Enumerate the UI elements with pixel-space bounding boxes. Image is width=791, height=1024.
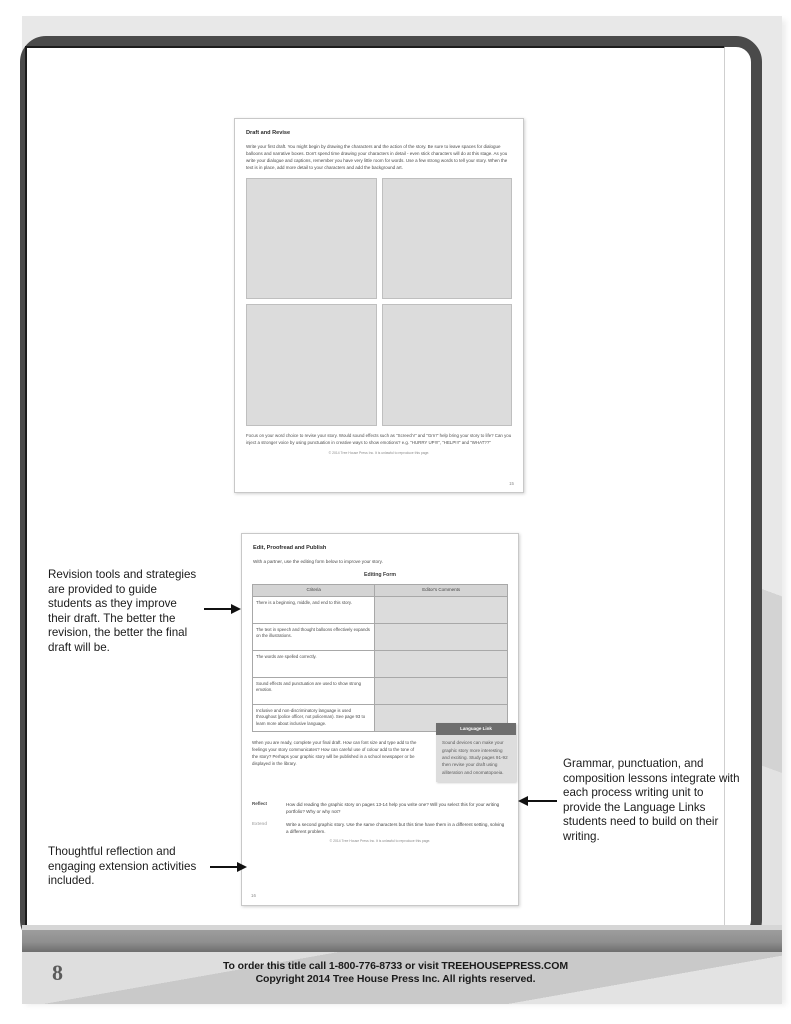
comments-cell[interactable] — [375, 677, 508, 704]
callout-grammar-lessons: Grammar, punctuation, and composition lessons integrate with each process writing unit to provide the Language Links students need to build on their writing. — [563, 757, 740, 843]
criteria-cell: There is a beginning, middle, and end to this story. — [253, 596, 375, 623]
table-header-row — [253, 585, 508, 597]
worksheet-intro-paragraph: With a partner, use the editing form below to improve your story. — [253, 559, 383, 565]
arrow-left-icon — [527, 800, 557, 802]
final-draft-section — [252, 725, 508, 795]
worksheet-page-number: 16 — [251, 892, 256, 898]
worksheet-intro-paragraph: Write your first draft. You might begin by drawing the characters and the action of the story. Be sure to leave spaces for dialogue balloons and narrative boxes. Don't spend time drawing your characters in detail - even stick characters will do at this stage. As you write your dialogue and captions, remember you have very little room for words. Use a few strong words to tell your story. When the text is in place, add more detail to your characters and add the background art. — [246, 144, 508, 171]
worksheet-title: Draft and Revise — [246, 130, 291, 136]
extend-row — [252, 821, 508, 835]
reflect-row — [252, 801, 508, 815]
footer-order-line: To order this title call 1-800-776-8733 or visit TREEHOUSEPRESS.COM — [223, 960, 568, 972]
copyright-line: © 2014 Tree House Press Inc. It is unlawful to reproduce this page. — [328, 450, 430, 455]
criteria-cell: The text in speech and thought balloons effectively expands on the illustrations. — [253, 623, 375, 650]
arrow-right-icon — [210, 866, 238, 868]
criteria-cell: Sound effects and punctuation are used to show strong emotion. — [253, 677, 375, 704]
worksheet-edit-proofread-publish — [241, 533, 519, 906]
drawing-panel[interactable] — [246, 178, 377, 300]
drawing-panel[interactable] — [246, 304, 377, 426]
reflect-text: How did reading the graphic story on pages 13-14 help you write one? Will you select this for your writing portfolio? Why or why not? — [286, 801, 500, 814]
table-row — [253, 623, 508, 650]
drawing-panel[interactable] — [382, 304, 513, 426]
revise-note: Focus on your word choice to revise your story. Would sound effects such as "Screech!" and "Grrr!" help bring your story to life? Can you inject a stronger voice by using punctuation in creative ways to show emotions? e.g. "HURRY UP!!!", "HELP!!!" and "WHAT??" — [246, 432, 512, 445]
criteria-cell: Inclusive and non-discriminatory language is used throughout (police officer, not policeman). See page 93 to learn more about inclusive language. — [253, 704, 375, 731]
drawing-panel[interactable] — [382, 178, 513, 300]
footer-band — [22, 930, 782, 952]
criteria-cell: The words are spelled correctly. — [253, 650, 375, 677]
editing-form-table — [252, 584, 508, 732]
callout-revision-tools: Revision tools and strategies are provided to guide students as they improve their draft. The better the revision, the better the final draft will be. — [48, 568, 197, 654]
language-link-heading: Language Link — [436, 723, 516, 736]
footer-copyright-line: Copyright 2014 Tree House Press Inc. All rights reserved. — [255, 973, 536, 985]
table-row — [253, 596, 508, 623]
worksheet-title: Edit, Proofread and Publish — [253, 545, 327, 551]
column-header-criteria: Criteria — [253, 585, 375, 597]
editing-form-title: Editing Form — [364, 571, 396, 578]
language-link-body: Sound devices can make your graphic story more interesting and exciting. Study pages 91-92 then revise your draft using alliteration and onomatopoeia. — [442, 740, 508, 775]
comments-cell[interactable] — [375, 650, 508, 677]
final-draft-paragraph: When you are ready, complete your final draft. How can font size and type add to the feelings your story communicates? How can careful use of colour add to the tone of the story? Perhaps your graphic story will be published in a school newspaper or be displayed in the library. — [252, 739, 417, 766]
reflect-label: Reflect — [252, 800, 268, 806]
extend-text: Write a second graphic story. Use the same characters but this time have them in a different setting, solving a different problem. — [286, 822, 505, 835]
comments-cell[interactable] — [375, 623, 508, 650]
column-header-editors-comments: Editor's Comments — [375, 585, 508, 597]
comments-cell[interactable] — [375, 596, 508, 623]
language-link-box — [436, 723, 516, 782]
worksheet-page-number: 15 — [509, 480, 514, 486]
table-row — [253, 677, 508, 704]
table-row — [253, 650, 508, 677]
callout-reflection-activities: Thoughtful reflection and engaging extension activities included. — [48, 845, 197, 888]
footer-text — [0, 960, 791, 986]
copyright-line: © 2014 Tree House Press Inc. It is unlawful to reproduce this page. — [329, 839, 431, 844]
worksheet-draft-and-revise — [234, 118, 524, 493]
drawing-panel-grid — [246, 178, 512, 426]
arrow-right-icon — [204, 608, 232, 610]
book-page-number: 8 — [52, 960, 63, 985]
extend-label: Extend — [252, 821, 268, 827]
